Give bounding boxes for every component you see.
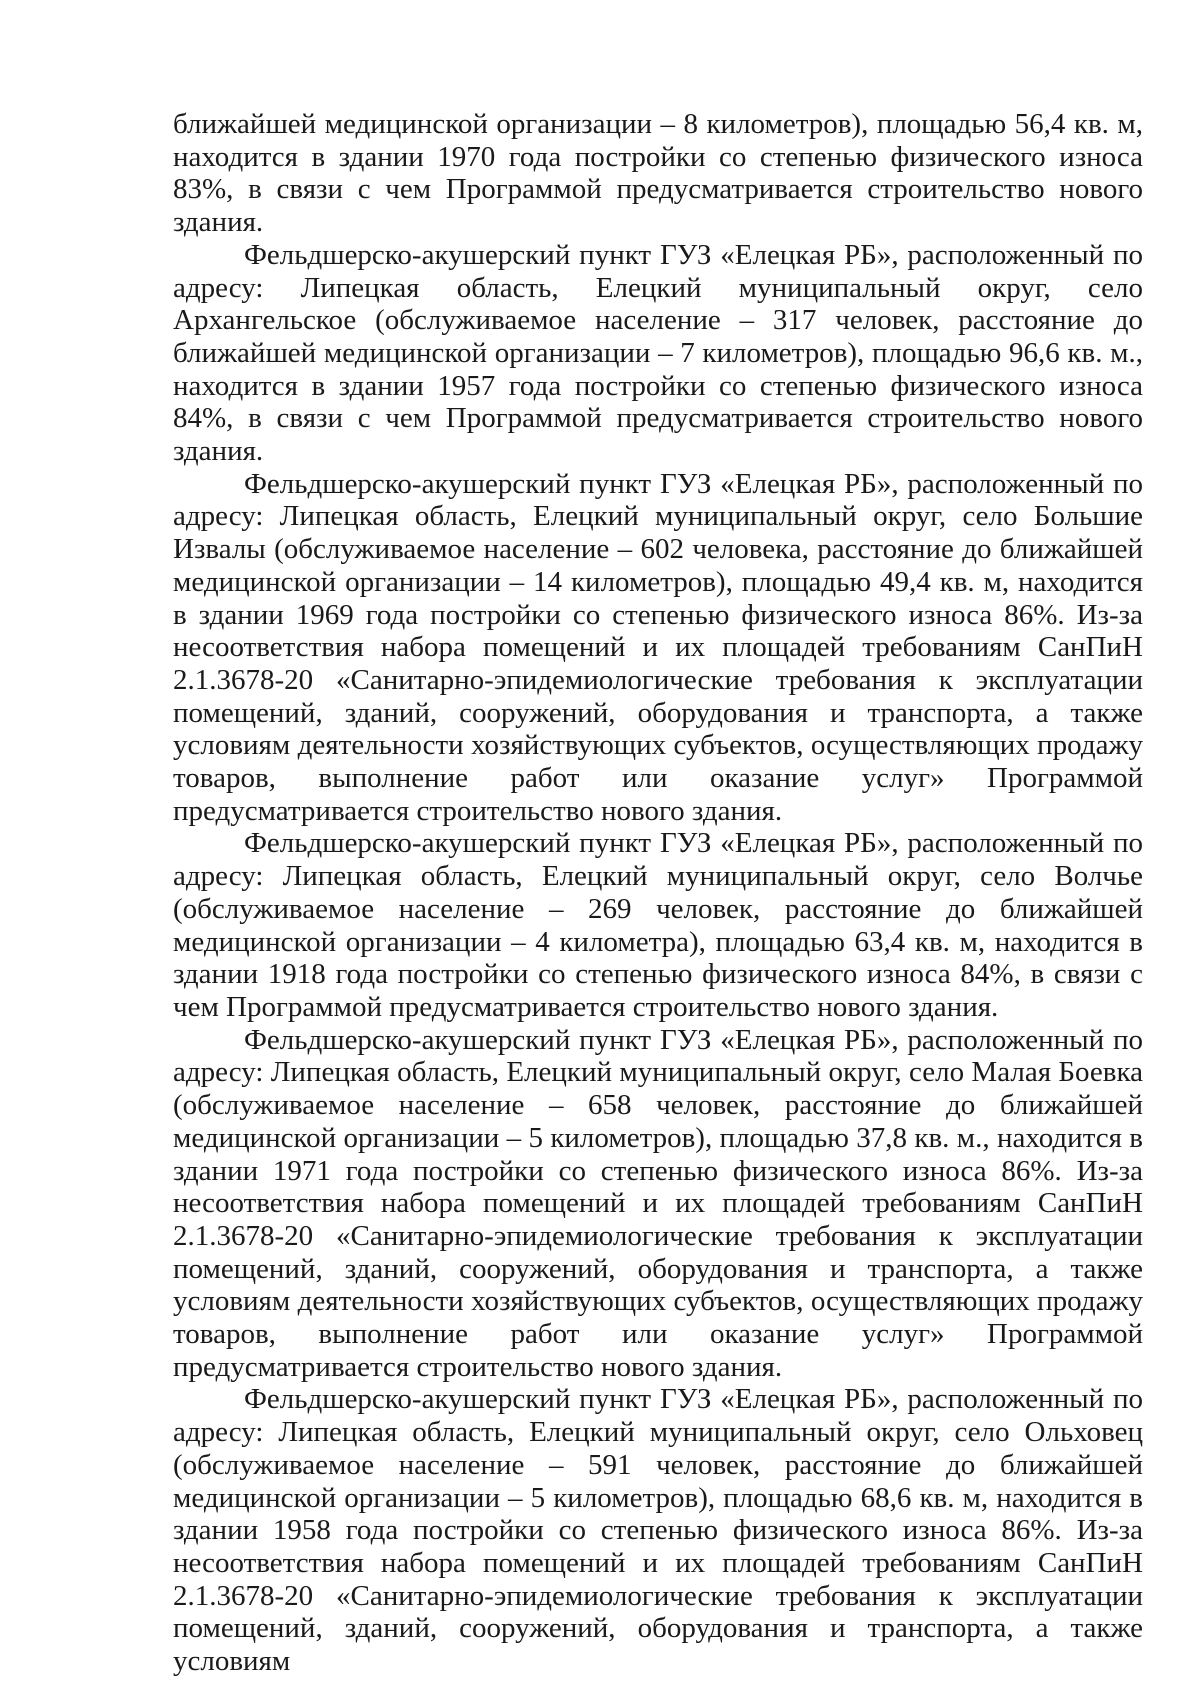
- paragraph-fap-malaya-boevka: Фельдшерско-акушерский пункт ГУЗ «Елецкая РБ», расположенный по адресу: Липецкая область, Елецкий муниципальный округ, село Малая Боевка (обслуживаемое население – 658 человек, расстояние до ближайшей медицинской организации – 5 километров), площадью 37,8 кв. м., находится в здании 1971 года постройки со степенью физического износа 86%. Из-за несоответствия набора помещений и их площадей требованиям СанПиН 2.1.3678-20 «Санитарно-эпидемиологические требования к эксплуатации помещений, зданий, сооружений, оборудования и транспорта, а также условиям деятельности хозяйствующих субъектов, осуществляющих продажу товаров, выполнение работ или оказание услуг» Программой предусматривается строительство нового здания.: [173, 1023, 1143, 1383]
- paragraph-fap-arkhangelskoe: Фельдшерско-акушерский пункт ГУЗ «Елецкая РБ», расположенный по адресу: Липецкая область, Елецкий муниципальный округ, село Архангельское (обслуживаемое население – 317 человек, расстояние до ближайшей медицинской организации – 7 километров), площадью 96,6 кв. м., находится в здании 1957 года постройки со степенью физического износа 84%, в связи с чем Программой предусматривается строительство нового здания.: [173, 238, 1143, 468]
- paragraph-fap-volchye: Фельдшерско-акушерский пункт ГУЗ «Елецкая РБ», расположенный по адресу: Липецкая область, Елецкий муниципальный округ, село Волчье (обслуживаемое население – 269 человек, расстояние до ближайшей медицинской организации – 4 километра), площадью 63,4 кв. м, находится в здании 1918 года постройки со степенью физического износа 84%, в связи с чем Программой предусматривается строительство нового здания.: [173, 827, 1143, 1023]
- document-page: [173, 108, 1143, 1678]
- paragraph-fap-bolshie-izvaly: Фельдшерско-акушерский пункт ГУЗ «Елецкая РБ», расположенный по адресу: Липецкая область, Елецкий муниципальный округ, село Большие Извалы (обслуживаемое население – 602 человека, расстояние до ближайшей медицинской организации – 14 километров), площадью 49,4 кв. м, находится в здании 1969 года постройки со степенью физического износа 86%. Из-за несоответствия набора помещений и их площадей требованиям СанПиН 2.1.3678-20 «Санитарно-эпидемиологические требования к эксплуатации помещений, зданий, сооружений, оборудования и транспорта, а также условиям деятельности хозяйствующих субъектов, осуществляющих продажу товаров, выполнение работ или оказание услуг» Программой предусматривается строительство нового здания.: [173, 467, 1143, 827]
- paragraph-fap-olkhovets: Фельдшерско-акушерский пункт ГУЗ «Елецкая РБ», расположенный по адресу: Липецкая область, Елецкий муниципальный округ, село Ольховец (обслуживаемое население – 591 человек, расстояние до ближайшей медицинской организации – 5 километров), площадью 68,6 кв. м, находится в здании 1958 года постройки со степенью физического износа 86%. Из-за несоответствия набора помещений и их площадей требованиям СанПиН 2.1.3678-20 «Санитарно-эпидемиологические требования к эксплуатации помещений, зданий, сооружений, оборудования и транспорта, а также условиям: [173, 1383, 1143, 1678]
- paragraph-continued-from-previous-page: ближайшей медицинской организации – 8 километров), площадью 56,4 кв. м, находится в здании 1970 года постройки со степенью физического износа 83%, в связи с чем Программой предусматривается строительство нового здания.: [173, 108, 1143, 239]
